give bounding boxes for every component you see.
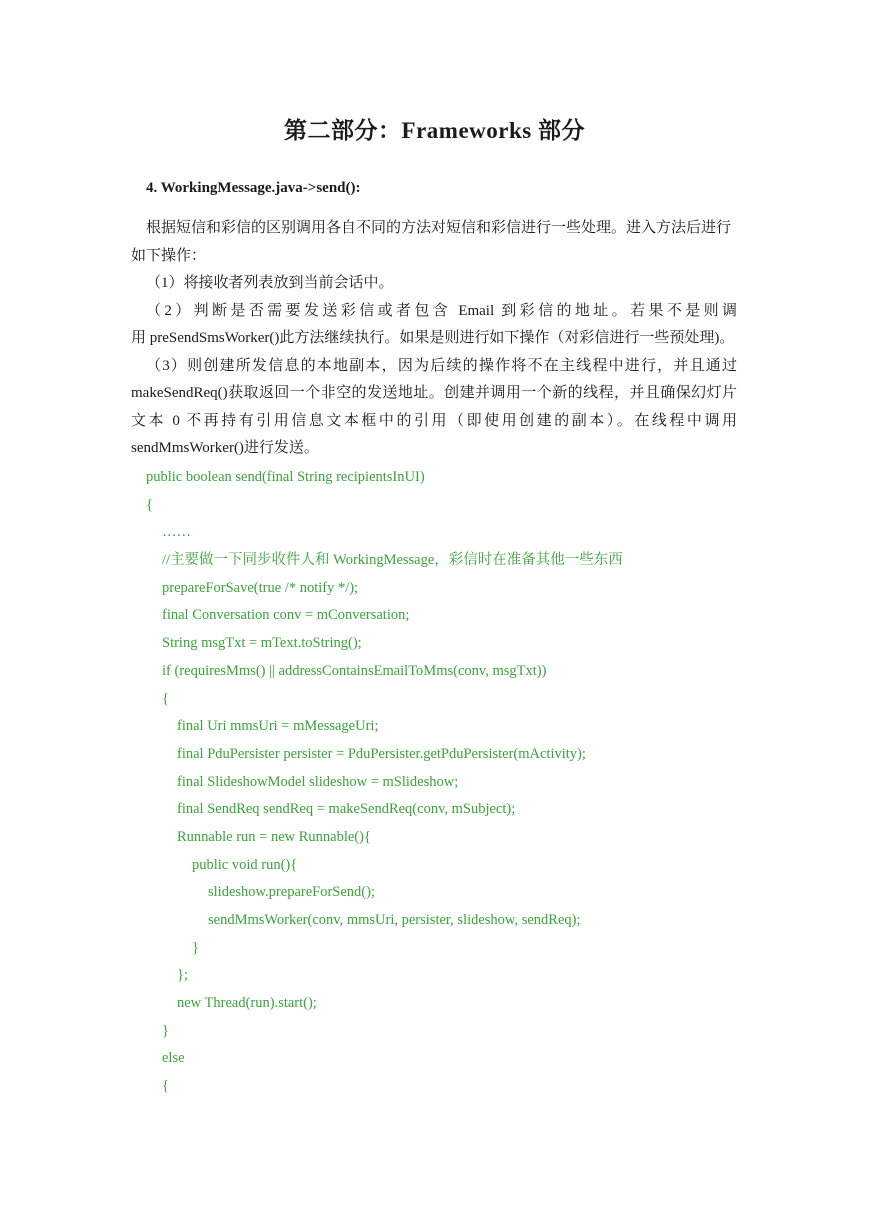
intro-paragraph [131, 215, 737, 270]
code-comment-line: //主要做一下同步收件人和 WorkingMessage，彩信时在准备其他一些东西 [162, 552, 623, 569]
code-line: …… [162, 524, 191, 541]
steps-block [131, 270, 737, 463]
code-line: }; [177, 967, 188, 984]
step-3-line: （3）则创建所发信息的本地副本，因为后续的操作将不在主线程中进行，并且通过 [146, 357, 737, 374]
page-title: 第二部分：Frameworks 部分 [284, 118, 585, 143]
code-line: public void run(){ [192, 856, 298, 873]
code-line: String msgTxt = mText.toString(); [162, 635, 362, 652]
code-line: } [192, 939, 199, 956]
code-line: sendMmsWorker(conv, mmsUri, persister, slideshow, sendReq); [208, 912, 581, 928]
code-line: public boolean send(final String recipientsInUI) [146, 469, 425, 485]
code-line: if (requiresMms() || addressContainsEmailToMms(conv, msgTxt)) [162, 662, 547, 679]
step-1: （1）将接收者列表放到当前会话中。 [146, 275, 394, 291]
code-block [131, 464, 623, 1101]
step-2-line: （2）判断是否需要发送彩信或者包含 Email 到彩信的地址。若果不是则调 [146, 302, 737, 319]
step-3-line: makeSendReq()获取返回一个非空的发送地址。创建并调用一个新的线程，并且确保幻灯片 [131, 385, 737, 401]
code-line: { [146, 496, 153, 513]
intro-line: 根据短信和彩信的区别调用各自不同的方法对短信和彩信进行一些处理。进入方法后进行 [146, 220, 732, 236]
code-line: final Conversation conv = mConversation; [162, 607, 410, 624]
code-line: final SendReq sendReq = makeSendReq(conv, mSubject); [177, 801, 516, 818]
code-line: final Uri mmsUri = mMessageUri; [177, 718, 379, 735]
code-line: new Thread(run).start(); [177, 995, 317, 1012]
code-line: } [162, 1022, 169, 1039]
code-line: else [162, 1050, 185, 1067]
code-line: final PduPersister persister = PduPersister.getPduPersister(mActivity); [177, 745, 586, 762]
intro-line: 如下操作： [131, 247, 207, 264]
step-3-line: sendMmsWorker()进行发送。 [131, 440, 319, 456]
step-2-line: 用 preSendSmsWorker()此方法继续执行。如果是则进行如下操作（对彩信进行一些预处理)。 [131, 330, 735, 346]
code-line: { [162, 690, 169, 707]
step-3-line: 文本 0 不再持有引用信息文本框中的引用（即使用创建的副本）。在线程中调用 [131, 412, 737, 429]
code-line: final SlideshowModel slideshow = mSlideshow; [177, 773, 459, 790]
section-heading: 4. WorkingMessage.java->send(): [146, 180, 361, 196]
code-line: { [162, 1078, 169, 1095]
code-line: slideshow.prepareForSend(); [208, 884, 375, 901]
code-line: prepareForSave(true /* notify */); [162, 579, 359, 596]
code-line: Runnable run = new Runnable(){ [177, 828, 371, 845]
